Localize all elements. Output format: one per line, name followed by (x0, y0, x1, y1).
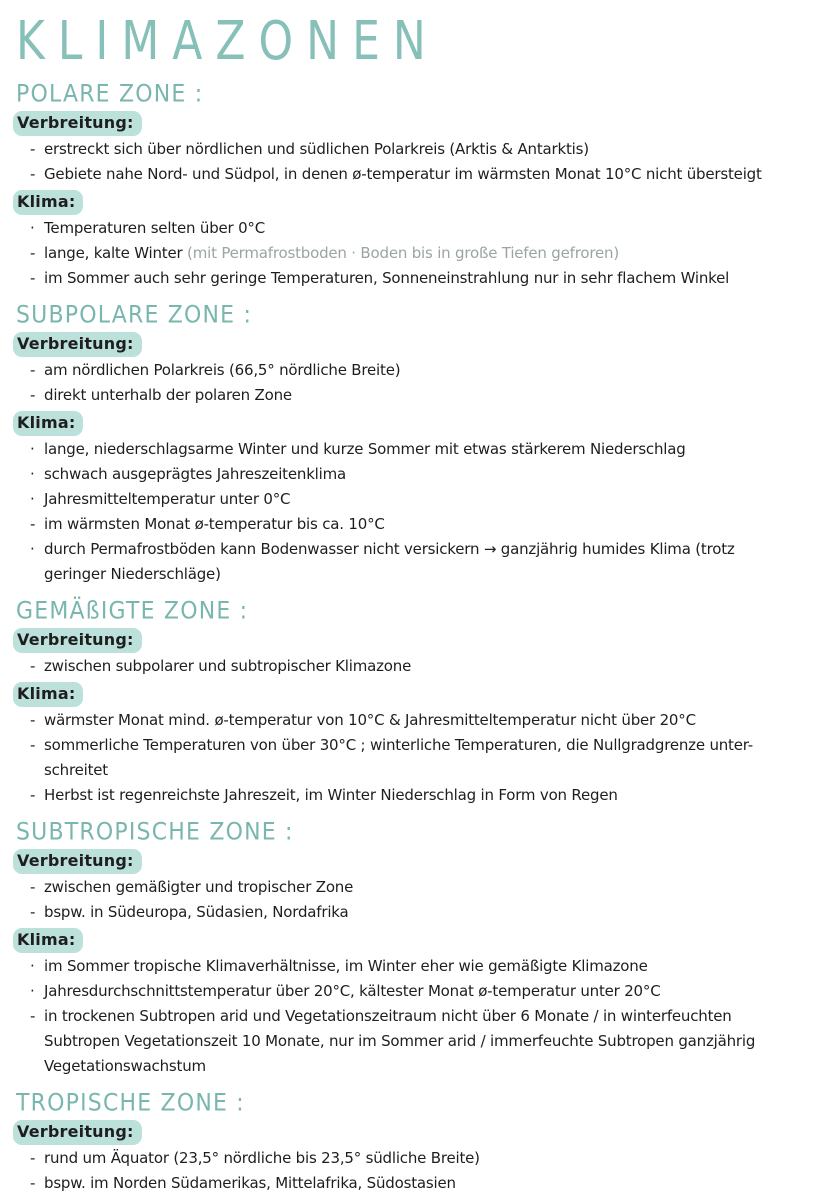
bullet-marker: - (30, 1007, 36, 1025)
group-verbreitung (16, 849, 812, 925)
note-text: Jahresmitteltemperatur unter 0°C (44, 490, 291, 508)
note-line (29, 437, 812, 462)
bullet-marker: - (30, 515, 36, 533)
group-items (16, 708, 812, 808)
sections-container (16, 83, 812, 1196)
note-line (29, 900, 812, 925)
group-label: Verbreitung: (13, 628, 142, 653)
note-text: direkt unterhalb der polaren Zone (44, 386, 292, 404)
note-text: lange, kalte Winter (44, 244, 188, 262)
note-line (29, 783, 812, 808)
group-items (16, 437, 812, 587)
note-text: im Sommer tropische Klimaverhältnisse, im Winter eher wie gemäßigte Klimazone (44, 957, 648, 975)
group-label: Verbreitung: (13, 1120, 142, 1145)
note-text: bspw. im Norden Südamerikas, Mittelafrika, Südostasien (44, 1174, 456, 1192)
group-label: Verbreitung: (13, 849, 142, 874)
group-items (16, 216, 812, 291)
bullet-marker: · (30, 490, 35, 508)
bullet-marker: - (30, 386, 36, 404)
note-text: lange, niederschlagsarme Winter und kurze Sommer mit etwas stärkerem Niederschlag (44, 440, 686, 458)
bullet-marker: · (30, 982, 35, 1000)
group-label: Klima: (13, 411, 83, 436)
note-line (29, 1146, 812, 1171)
note-line (29, 383, 812, 408)
note-text: zwischen gemäßigter und tropischer Zone (44, 878, 354, 896)
note-line (29, 708, 812, 733)
group-items (16, 954, 812, 1079)
note-line (29, 462, 812, 487)
group-label: Verbreitung: (13, 111, 142, 136)
bullet-marker: · (30, 219, 35, 237)
note-line (29, 216, 812, 241)
group-items (16, 654, 812, 679)
note-line (29, 954, 812, 979)
section-heading-subtropische-zone: SUBTROPISCHE ZONE : (16, 819, 294, 846)
section-subtropische-zone (16, 821, 812, 1079)
group-klima (16, 928, 812, 1079)
note-text: Jahresdurchschnittstemperatur über 20°C, kältester Monat ø-temperatur unter 20°C (44, 982, 661, 1000)
note-text: durch Permafrostböden kann Bodenwasser nicht versickern → ganzjährig humides Klima (trotz (44, 540, 735, 558)
bullet-marker: - (30, 1174, 36, 1192)
bullet-marker: · (30, 440, 35, 458)
group-verbreitung (16, 628, 812, 679)
bullet-marker: - (30, 878, 36, 896)
bullet-marker: · (30, 957, 35, 975)
group-verbreitung (16, 111, 812, 187)
note-line (29, 487, 812, 512)
section-gemaessigte-zone (16, 600, 812, 808)
note-text: wärmster Monat mind. ø-temperatur von 10°C & Jahresmitteltemperatur nicht über 20°C (44, 711, 696, 729)
bullet-marker: - (30, 736, 36, 754)
note-text: am nördlichen Polarkreis (66,5° nördliche Breite) (44, 361, 401, 379)
bullet-marker: - (30, 244, 36, 262)
note-text: rund um Äquator (23,5° nördliche bis 23,5° südliche Breite) (44, 1149, 480, 1167)
bullet-marker: - (30, 269, 36, 287)
note-line (29, 654, 812, 679)
group-klima (16, 190, 812, 291)
bullet-marker: - (30, 657, 36, 675)
bullet-marker: · (30, 540, 35, 558)
group-label: Verbreitung: (13, 332, 142, 357)
note-line (29, 979, 812, 1004)
note-text: erstreckt sich über nördlichen und südlichen Polarkreis (Arktis & Antarktis) (44, 140, 589, 158)
bullet-marker: - (30, 903, 36, 921)
bullet-marker: - (30, 786, 36, 804)
section-subpolare-zone (16, 304, 812, 587)
note-line (29, 266, 812, 291)
note-line (29, 162, 812, 187)
note-text: Subtropen Vegetationszeit 10 Monate, nur im Sommer arid / immerfeuchte Subtropen ganzjährig (44, 1032, 756, 1050)
group-klima (16, 411, 812, 587)
note-line (29, 537, 812, 587)
muted-text: (mit Permafrostboden · Boden bis in große Tiefen gefroren) (187, 244, 619, 262)
note-text: schwach ausgeprägtes Jahreszeitenklima (44, 465, 347, 483)
section-heading-tropische-zone: TROPISCHE ZONE : (16, 1090, 245, 1117)
note-text: sommerliche Temperaturen von über 30°C ; winterliche Temperaturen, die Nullgradgrenze unter- (44, 736, 753, 754)
group-items (16, 875, 812, 925)
group-label: Klima: (13, 682, 83, 707)
note-text: zwischen subpolarer und subtropischer Klimazone (44, 657, 412, 675)
group-verbreitung (16, 332, 812, 408)
note-line (29, 1004, 812, 1079)
note-line (29, 875, 812, 900)
note-text: Herbst ist regenreichste Jahreszeit, im Winter Niederschlag in Form von Regen (44, 786, 618, 804)
note-line (29, 241, 812, 266)
group-items (16, 1146, 812, 1196)
section-heading-gemaessigte-zone: GEMÄßIGTE ZONE : (16, 598, 249, 625)
group-items (16, 358, 812, 408)
section-tropische-zone (16, 1092, 812, 1196)
bullet-marker: - (30, 165, 36, 183)
section-heading-polare-zone: POLARE ZONE : (16, 81, 204, 108)
note-line (29, 512, 812, 537)
group-verbreitung (16, 1120, 812, 1196)
bullet-marker: - (30, 1149, 36, 1167)
bullet-marker: - (30, 140, 36, 158)
bullet-marker: · (30, 465, 35, 483)
note-text: schreitet (44, 761, 108, 779)
note-text: Gebiete nahe Nord- und Südpol, in denen ø-temperatur im wärmsten Monat 10°C nicht übersteigt (44, 165, 762, 183)
note-text: geringer Niederschläge) (44, 565, 221, 583)
group-label: Klima: (13, 190, 83, 215)
note-line (29, 733, 812, 783)
group-label: Klima: (13, 928, 83, 953)
section-polare-zone (16, 83, 812, 291)
bullet-marker: - (30, 711, 36, 729)
group-klima (16, 682, 812, 808)
note-line (29, 358, 812, 383)
note-text: im Sommer auch sehr geringe Temperaturen, Sonneneinstrahlung nur in sehr flachem Winkel (44, 269, 730, 287)
page-title: KLIMAZONEN (16, 10, 439, 73)
note-line (29, 137, 812, 162)
note-text: Vegetationswachstum (44, 1057, 206, 1075)
group-items (16, 137, 812, 187)
note-text: im wärmsten Monat ø-temperatur bis ca. 10°C (44, 515, 385, 533)
note-line (29, 1171, 812, 1196)
note-text: Temperaturen selten über 0°C (44, 219, 265, 237)
note-text: bspw. in Südeuropa, Südasien, Nordafrika (44, 903, 349, 921)
bullet-marker: - (30, 361, 36, 379)
note-text: in trockenen Subtropen arid und Vegetationszeitraum nicht über 6 Monate / in winterfeuchten (44, 1007, 732, 1025)
section-heading-subpolare-zone: SUBPOLARE ZONE : (16, 302, 253, 329)
